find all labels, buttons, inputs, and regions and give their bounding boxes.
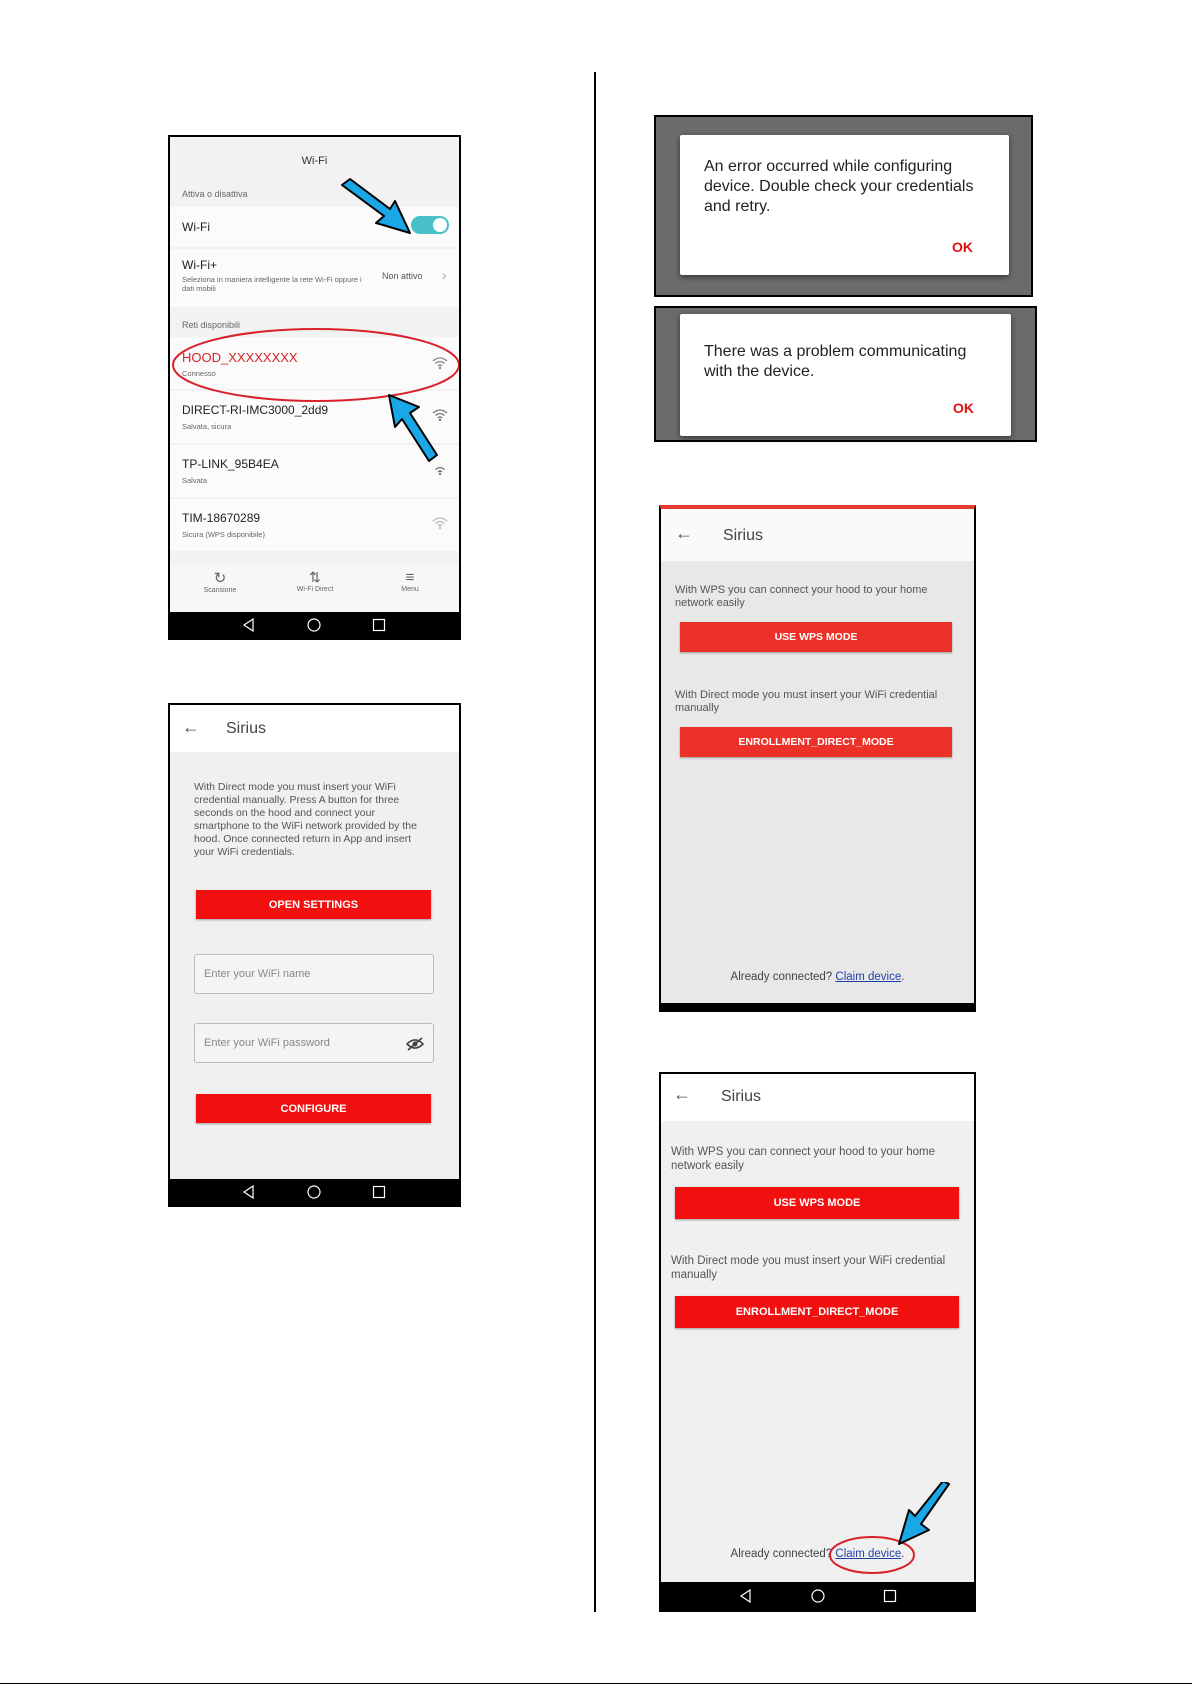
- trailing-period: .: [901, 971, 905, 983]
- direct-instructions: With Direct mode you must insert your WiFi credential manually. Press A button for three seconds on the hood and connect your smartphone to the WiFi network provided by the hood. Once connected return in App and insert your WiFi credentials.: [194, 781, 417, 858]
- already-connected-text: Already connected?: [730, 971, 833, 983]
- claim-device-link[interactable]: Claim device: [835, 971, 902, 983]
- wps-description: With WPS you can connect your hood to your home network easily: [671, 1146, 935, 1172]
- network-name: DIRECT-RI-IMC3000_2dd9: [182, 403, 329, 417]
- network-status: Salvata, sicura: [182, 422, 232, 431]
- tab-wifi-direct-label: Wi-Fi Direct: [296, 586, 334, 593]
- pointer-arrow-icon: [340, 177, 420, 237]
- claim-device-link[interactable]: Claim device: [835, 1548, 902, 1560]
- network-status: Connesso: [182, 369, 216, 378]
- network-status: Salvata: [182, 476, 208, 485]
- app-bar: [661, 509, 974, 561]
- pointer-arrow-icon: [385, 393, 445, 465]
- android-nav-bar: [661, 1003, 974, 1010]
- network-name: TP-LINK_95B4EA: [182, 457, 279, 471]
- dialog-ok-button[interactable]: OK: [953, 400, 974, 416]
- enrollment-direct-mode-button[interactable]: ENROLLMENT_DIRECT_MODE: [675, 1296, 959, 1328]
- back-arrow-icon[interactable]: ←: [182, 717, 200, 737]
- home-nav-icon[interactable]: [307, 1185, 321, 1199]
- wifi-signal-icon: [432, 517, 448, 529]
- already-connected-text: Already connected?: [730, 1548, 833, 1560]
- wifi-screen-title: Wi-Fi: [301, 155, 328, 167]
- menu-icon: ≡: [405, 569, 415, 586]
- wifi-password-input[interactable]: Enter your WiFi password: [194, 1023, 434, 1063]
- tab-menu-label: Menu: [401, 586, 419, 593]
- wifi-plus-row[interactable]: [170, 249, 459, 307]
- back-nav-icon[interactable]: [242, 618, 256, 632]
- wifi-plus-status: Non attivo: [382, 271, 423, 281]
- dialog-ok-button[interactable]: OK: [952, 239, 973, 255]
- error-dialog-screenshot: [654, 115, 1033, 297]
- highlight-ellipse: [170, 327, 461, 403]
- tab-menu[interactable]: [380, 569, 440, 593]
- app-bar: [661, 1074, 974, 1121]
- android-nav-bar: [170, 1179, 459, 1205]
- page-bottom-rule: [0, 1683, 1192, 1684]
- chevron-right-icon: ›: [442, 267, 447, 283]
- direct-description: With Direct mode you must insert your WiFi credential manually: [675, 689, 938, 714]
- app-title: Sirius: [721, 1088, 762, 1105]
- recents-nav-icon[interactable]: [372, 1185, 386, 1199]
- mode-selection-screen-claim: [659, 1072, 976, 1612]
- app-title: Sirius: [723, 527, 764, 544]
- claim-device-line: [661, 971, 974, 983]
- wifi-settings-screen: [168, 135, 461, 640]
- problem-dialog-message: There was a problem communicating with the device.: [704, 343, 967, 380]
- home-nav-icon[interactable]: [811, 1589, 825, 1603]
- network-status: Sicura (WPS disponibile): [182, 530, 265, 539]
- recents-nav-icon[interactable]: [883, 1589, 897, 1603]
- open-settings-button[interactable]: OPEN SETTINGS: [196, 890, 431, 919]
- direct-mode-screen: [168, 703, 461, 1207]
- android-nav-bar: [661, 1582, 974, 1610]
- app-title: Sirius: [226, 720, 267, 737]
- enrollment-direct-mode-button[interactable]: ENROLLMENT_DIRECT_MODE: [680, 727, 952, 757]
- error-dialog: [680, 135, 1009, 275]
- back-nav-icon[interactable]: [242, 1185, 256, 1199]
- wifi-plus-description: Seleziona in maniera intelligente la rete Wi-Fi oppure i dati mobili: [182, 275, 362, 293]
- network-name: HOOD_XXXXXXXX: [182, 350, 298, 365]
- wifi-direct-icon: ⇅: [309, 569, 321, 585]
- recents-nav-icon[interactable]: [372, 618, 386, 632]
- section-networks-label: Reti disponibili: [182, 320, 241, 330]
- use-wps-mode-button[interactable]: USE WPS MODE: [680, 622, 952, 652]
- claim-device-line: [661, 1548, 974, 1560]
- network-row-tim[interactable]: [170, 499, 459, 551]
- direct-description: With Direct mode you must insert your WiFi credential manually: [671, 1255, 946, 1281]
- android-nav-bar: [170, 612, 459, 638]
- wifi-toggle-label: Wi-Fi: [182, 220, 210, 234]
- eye-off-icon[interactable]: [406, 1037, 424, 1051]
- mode-selection-screen: [659, 505, 976, 1012]
- wifi-bottom-tabs: [170, 565, 459, 613]
- home-nav-icon[interactable]: [307, 618, 321, 632]
- problem-dialog-screenshot: [654, 306, 1037, 442]
- configure-button[interactable]: CONFIGURE: [196, 1094, 431, 1123]
- back-arrow-icon[interactable]: ←: [675, 523, 693, 543]
- app-bar: [170, 705, 459, 752]
- wps-description: With WPS you can connect your hood to your home network easily: [675, 584, 928, 609]
- use-wps-mode-button[interactable]: USE WPS MODE: [675, 1187, 959, 1219]
- section-toggle-label: Attiva o disattiva: [182, 189, 248, 199]
- scan-icon: ↻: [213, 570, 227, 587]
- wifi-plus-label: Wi-Fi+: [182, 258, 217, 272]
- pointer-arrow-icon: [893, 1482, 953, 1546]
- wifi-name-input[interactable]: Enter your WiFi name: [194, 954, 434, 994]
- tab-wifi-direct[interactable]: [285, 569, 345, 593]
- tab-scan[interactable]: [190, 569, 250, 594]
- back-arrow-icon[interactable]: ←: [673, 1084, 691, 1104]
- back-nav-icon[interactable]: [739, 1589, 753, 1603]
- error-dialog-message: An error occurred while configuring device. Double check your credentials and retry.: [704, 158, 974, 215]
- trailing-period: .: [901, 1548, 905, 1560]
- network-name: TIM-18670289: [182, 511, 261, 525]
- column-divider: [594, 72, 596, 1612]
- problem-dialog: [680, 314, 1011, 436]
- tab-scan-label: Scansione: [203, 587, 237, 594]
